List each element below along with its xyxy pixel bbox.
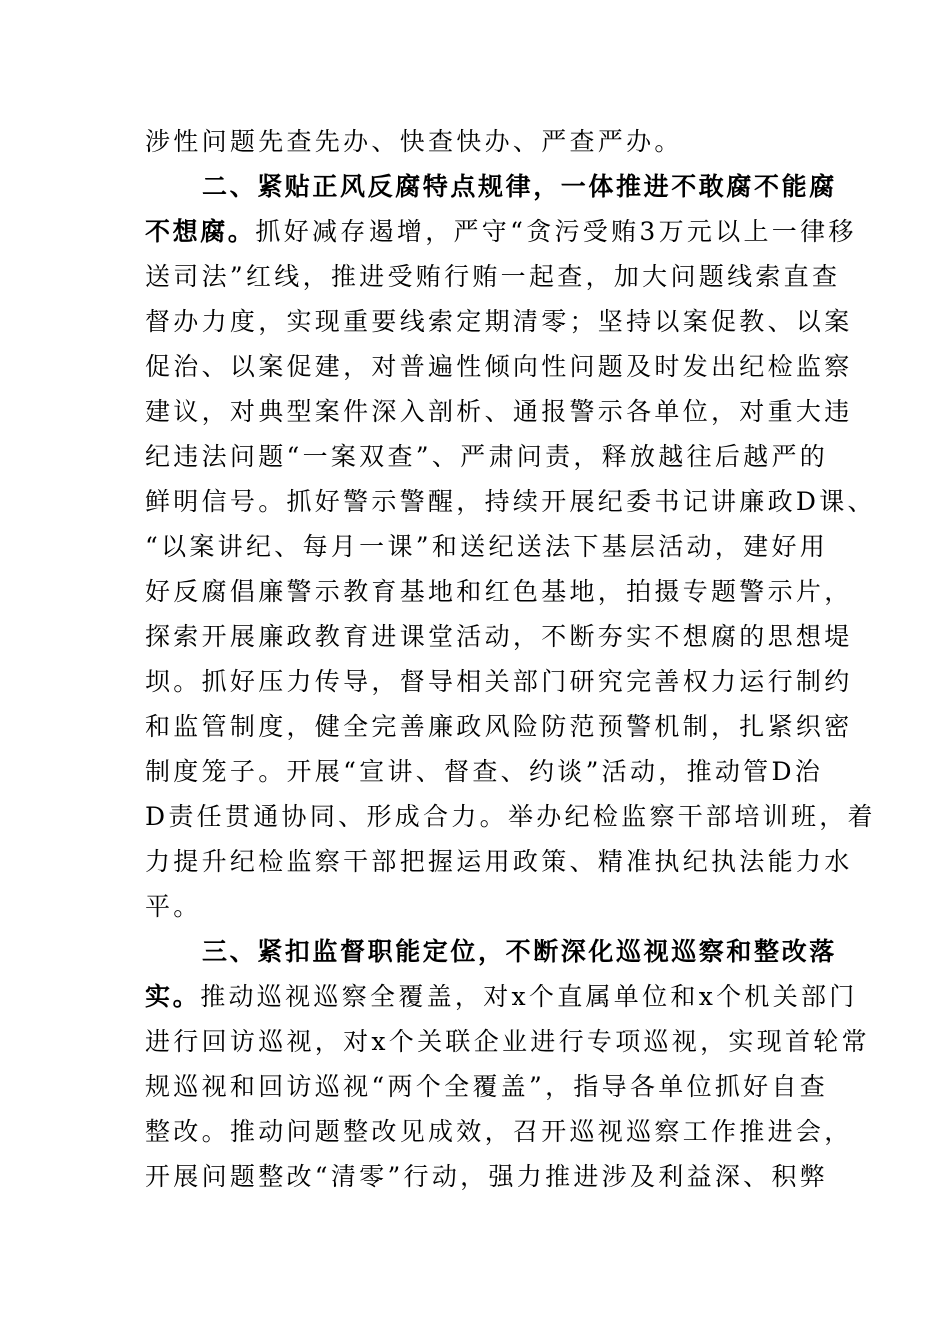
line-text: 督办力度，实现重要线索定期清零；坚持以案促教、以案 [145, 307, 853, 336]
line-text: 和监管制度，健全完善廉政风险防范预警机制，扎紧织密 [145, 712, 853, 741]
paragraph-line [145, 572, 853, 612]
line-text: 好反腐倡廉警示教育基地和红色基地，拍摄专题警示片， [145, 577, 853, 606]
paragraph-line [145, 1112, 853, 1152]
line-text: D责任贯通协同、形成合力。举办纪检监察干部培训班，着 [145, 802, 876, 831]
section-heading-2-cont: 不想腐。 [145, 217, 256, 246]
paragraph-line [145, 662, 853, 702]
line-text: 探索开展廉政教育进课堂活动，不断夯实不想腐的思想堤 [145, 622, 853, 651]
paragraph-line [145, 617, 853, 657]
line-text: 涉性问题先查先办、快查快办、严查严办。 [145, 127, 683, 156]
paragraph-line [145, 1022, 870, 1062]
line-text: 力提升纪检监察干部把握运用政策、精准执纪执法能力水 [145, 847, 853, 876]
paragraph-line [145, 122, 683, 162]
line-text: 平。 [145, 892, 202, 921]
paragraph-line [145, 797, 876, 837]
line-text: 整改。推动问题整改见成效，召开巡视巡察工作推进会， [145, 1117, 853, 1146]
line-text: 进行回访巡视，对x个关联企业进行专项巡视，实现首轮常 [145, 1027, 870, 1056]
line-text: 规巡视和回访巡视“两个全覆盖”，指导各单位抓好自查 [145, 1072, 829, 1101]
paragraph-line [145, 707, 853, 747]
paragraph-line [145, 257, 840, 297]
paragraph-line [145, 437, 828, 477]
line-text: 坝。抓好压力传导，督导相关部门研究完善权力运行制约 [145, 667, 853, 696]
paragraph-line [145, 977, 858, 1017]
paragraph-line [145, 1157, 828, 1197]
paragraph-line [145, 347, 853, 387]
paragraph-line [145, 527, 828, 567]
paragraph-line [145, 392, 853, 432]
paragraph-line [145, 302, 853, 342]
section-heading-3-cont: 实。 [145, 982, 201, 1011]
line-text: 纪违法问题“一案双查”、严肃问责，释放越往后越严的 [145, 442, 829, 471]
line-text: “以案讲纪、每月一课”和送纪送法下基层活动，建好用 [145, 532, 829, 561]
section-heading-line [202, 167, 837, 207]
paragraph-line [145, 1067, 828, 1107]
section-heading-3: 三、紧扣监督职能定位，不断深化巡视巡察和整改落 [202, 937, 837, 966]
section-heading-line [202, 932, 837, 972]
line-text: 推动巡视巡察全覆盖，对x个直属单位和x个机关部门 [200, 982, 858, 1011]
paragraph-line [145, 887, 202, 927]
line-text: 开展问题整改“清零”行动，强力推进涉及利益深、积弊 [145, 1162, 829, 1191]
line-text: 抓好减存遏增，严守“贪污受贿3万元以上一律移 [255, 217, 857, 246]
paragraph-line [145, 752, 823, 792]
line-text: 送司法”红线，推进受贿行贿一起查，加大问题线索直查 [145, 262, 841, 291]
section-heading-2: 二、紧贴正风反腐特点规律，一体推进不敢腐不能腐 [202, 172, 837, 201]
line-text: 建议，对典型案件深入剖析、通报警示各单位，对重大违 [145, 397, 853, 426]
line-text: 制度笼子。开展“宣讲、督查、约谈”活动，推动管D治 [145, 757, 824, 786]
paragraph-line [145, 482, 876, 522]
paragraph-line [145, 212, 857, 252]
paragraph-line [145, 842, 853, 882]
line-text: 鲜明信号。抓好警示警醒，持续开展纪委书记讲廉政D课、 [145, 487, 876, 516]
line-text: 促治、以案促建，对普遍性倾向性问题及时发出纪检监察 [145, 352, 853, 381]
